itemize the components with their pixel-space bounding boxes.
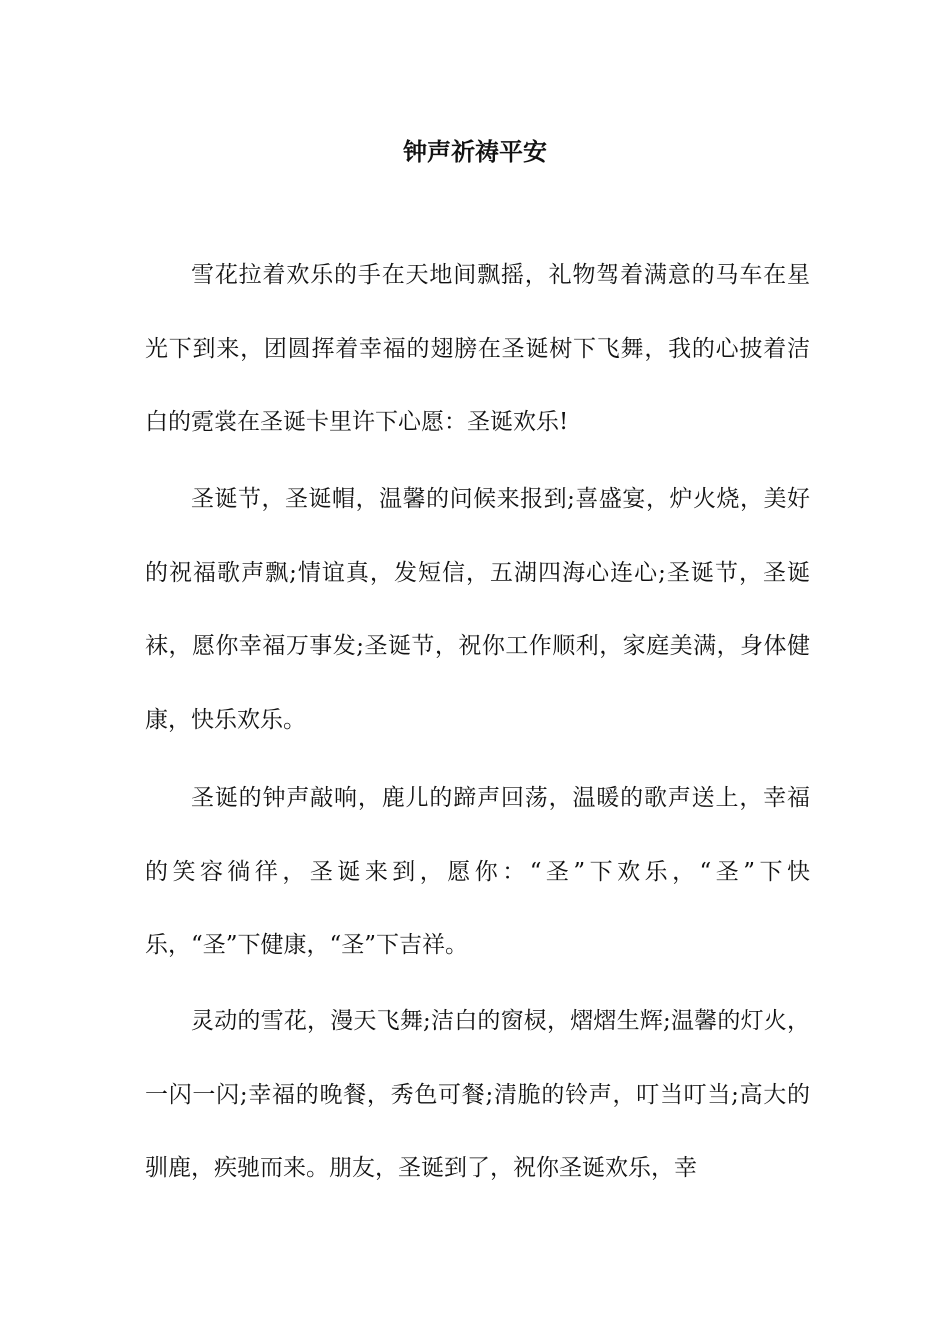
paragraph-4: 灵动的雪花，漫天飞舞;洁白的窗棂，熠熠生辉;温馨的灯火，一闪一闪;幸福的晚餐，秀色可餐;清脆的铃声，叮当叮当;高大的驯鹿，疾驰而来。朋友，圣诞到了，祝你圣诞欢乐，幸	[145, 1008, 810, 1181]
paragraph-2: 圣诞节，圣诞帽，温馨的问候来报到;喜盛宴，炉火烧，美好的祝福歌声飘;情谊真，发短信，五湖四海心连心;圣诞节，圣诞袜，愿你幸福万事发;圣诞节，祝你工作顺利，家庭美满，身体健康，快乐欢乐。	[145, 486, 810, 733]
document-title: 钟声祈祷平安	[403, 137, 547, 166]
paragraph-3: 圣诞的钟声敲响，鹿儿的蹄声回荡，温暖的歌声送上，幸福的笑容徜徉，圣诞来到，愿你：“圣”下欢乐，“圣”下快乐，“圣”下健康，“圣”下吉祥。	[145, 785, 810, 958]
paragraph-1: 雪花拉着欢乐的手在天地间飘摇，礼物驾着满意的马车在星光下到来，团圆挥着幸福的翅膀在圣诞树下飞舞，我的心披着洁白的霓裳在圣诞卡里许下心愿：圣诞欢乐!	[145, 262, 810, 435]
